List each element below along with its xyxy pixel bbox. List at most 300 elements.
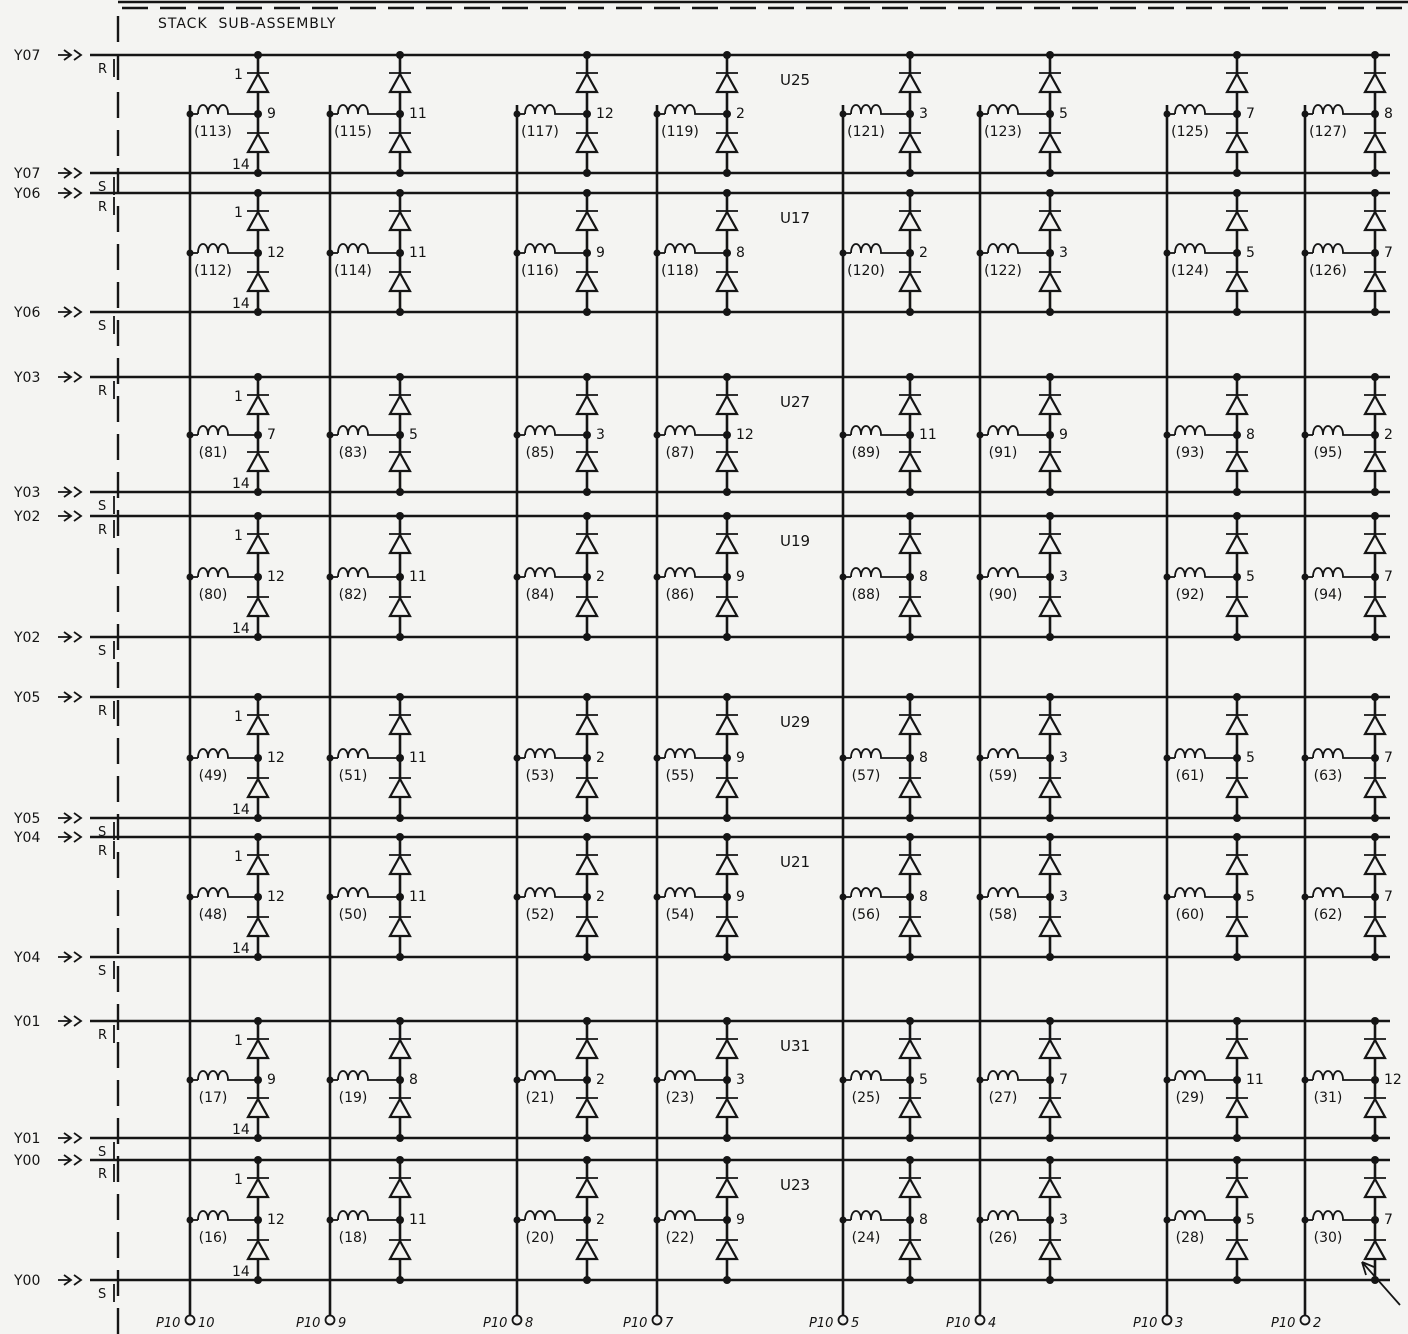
line-signal-label: Y07 xyxy=(14,48,41,64)
junction-dot xyxy=(840,755,847,762)
junction-dot xyxy=(254,1017,262,1025)
junction-dot xyxy=(654,432,661,439)
tap-pin-label: 9 xyxy=(736,569,745,585)
junction-dot xyxy=(977,250,984,257)
bottom-pin-label: 14 xyxy=(232,1122,250,1138)
column-pin-number: 5 xyxy=(851,1316,860,1331)
junction-dot xyxy=(396,169,404,177)
junction-dot xyxy=(1046,1156,1054,1164)
junction-dot xyxy=(1233,633,1241,641)
junction-dot xyxy=(1233,189,1241,197)
tap-pin-label: 3 xyxy=(1059,750,1068,766)
junction-dot xyxy=(583,633,591,641)
line-marker-label: S xyxy=(98,964,107,979)
column-pin-label: P10 xyxy=(483,1316,508,1331)
tap-pin-label: 9 xyxy=(267,1072,276,1088)
tap-pin-label: 8 xyxy=(919,1212,928,1228)
bottom-pin-label: 14 xyxy=(232,296,250,312)
core-label: (83) xyxy=(338,445,368,461)
junction-dot xyxy=(723,633,731,641)
core-label: (87) xyxy=(665,445,695,461)
tap-pin-label: 12 xyxy=(267,889,285,905)
tap-pin-label: 11 xyxy=(409,245,427,261)
junction-dot xyxy=(723,953,731,961)
tap-pin-label: 3 xyxy=(1059,245,1068,261)
junction-dot xyxy=(723,1017,731,1025)
junction-dot xyxy=(396,1017,404,1025)
tap-pin-label: 8 xyxy=(1384,106,1393,122)
junction-dot xyxy=(723,814,731,822)
junction-dot xyxy=(396,814,404,822)
block-label: U31 xyxy=(780,1037,811,1055)
junction-dot xyxy=(327,111,334,118)
junction-dot xyxy=(840,574,847,581)
core-label: (62) xyxy=(1313,907,1343,923)
junction-dot xyxy=(654,894,661,901)
top-pin-label: 1 xyxy=(234,1172,243,1188)
core-label: (123) xyxy=(984,124,1022,140)
junction-dot xyxy=(1371,833,1379,841)
tap-pin-label: 5 xyxy=(1246,245,1255,261)
core-label: (23) xyxy=(665,1090,695,1106)
tap-pin-label: 12 xyxy=(1384,1072,1402,1088)
column-terminal xyxy=(186,1316,195,1325)
junction-dot xyxy=(396,512,404,520)
junction-dot xyxy=(1046,1134,1054,1142)
junction-dot xyxy=(1046,1017,1054,1025)
tap-pin-label: 11 xyxy=(409,106,427,122)
junction-dot xyxy=(396,1276,404,1284)
core-label: (31) xyxy=(1313,1090,1343,1106)
junction-dot xyxy=(1371,51,1379,59)
junction-dot xyxy=(723,1276,731,1284)
junction-dot xyxy=(187,574,194,581)
line-signal-label: Y05 xyxy=(14,690,41,706)
junction-dot xyxy=(723,51,731,59)
core-label: (119) xyxy=(661,124,699,140)
tap-pin-label: 2 xyxy=(596,1072,605,1088)
core-label: (16) xyxy=(198,1230,228,1246)
junction-dot xyxy=(906,814,914,822)
junction-dot xyxy=(396,693,404,701)
junction-dot xyxy=(1164,755,1171,762)
tap-pin-label: 3 xyxy=(1059,569,1068,585)
line-marker-label: S xyxy=(98,319,107,334)
line-marker-label: S xyxy=(98,1287,107,1302)
tap-pin-label: 2 xyxy=(596,569,605,585)
tap-pin-label: 8 xyxy=(736,245,745,261)
junction-dot xyxy=(514,1217,521,1224)
line-marker-label: R xyxy=(98,1167,108,1182)
core-label: (60) xyxy=(1175,907,1205,923)
column-pin-label: P10 xyxy=(809,1316,834,1331)
junction-dot xyxy=(583,308,591,316)
junction-dot xyxy=(977,755,984,762)
line-marker-label: R xyxy=(98,844,108,859)
tap-pin-label: 7 xyxy=(1384,750,1393,766)
core-label: (27) xyxy=(988,1090,1018,1106)
junction-dot xyxy=(1371,308,1379,316)
column-pin-label: P10 xyxy=(623,1316,648,1331)
block-label: U21 xyxy=(780,853,811,871)
tap-pin-label: 3 xyxy=(1059,889,1068,905)
core-label: (55) xyxy=(665,768,695,784)
column-terminal xyxy=(513,1316,522,1325)
junction-dot xyxy=(583,1276,591,1284)
junction-dot xyxy=(723,833,731,841)
core-label: (84) xyxy=(525,587,555,603)
junction-dot xyxy=(1371,488,1379,496)
junction-dot xyxy=(654,755,661,762)
junction-dot xyxy=(583,373,591,381)
core-label: (115) xyxy=(334,124,372,140)
junction-dot xyxy=(254,512,262,520)
tap-pin-label: 8 xyxy=(409,1072,418,1088)
line-marker-label: R xyxy=(98,704,108,719)
junction-dot xyxy=(254,814,262,822)
tap-pin-label: 11 xyxy=(409,1212,427,1228)
junction-dot xyxy=(254,1156,262,1164)
junction-dot xyxy=(1164,432,1171,439)
junction-dot xyxy=(514,894,521,901)
junction-dot xyxy=(906,373,914,381)
junction-dot xyxy=(906,488,914,496)
junction-dot xyxy=(977,894,984,901)
core-label: (124) xyxy=(1171,263,1209,279)
core-label: (114) xyxy=(334,263,372,279)
tap-pin-label: 3 xyxy=(1059,1212,1068,1228)
core-label: (29) xyxy=(1175,1090,1205,1106)
junction-dot xyxy=(583,833,591,841)
bottom-pin-label: 14 xyxy=(232,802,250,818)
core-label: (49) xyxy=(198,768,228,784)
junction-dot xyxy=(1164,1077,1171,1084)
junction-dot xyxy=(396,308,404,316)
junction-dot xyxy=(1046,51,1054,59)
core-label: (92) xyxy=(1175,587,1205,603)
column-pin-number: 4 xyxy=(988,1316,997,1331)
junction-dot xyxy=(514,1077,521,1084)
junction-dot xyxy=(906,953,914,961)
junction-dot xyxy=(1371,189,1379,197)
tap-pin-label: 5 xyxy=(1059,106,1068,122)
junction-dot xyxy=(187,1217,194,1224)
core-label: (82) xyxy=(338,587,368,603)
junction-dot xyxy=(723,512,731,520)
line-signal-label: Y00 xyxy=(14,1153,41,1169)
column-pin-label: P10 xyxy=(1133,1316,1158,1331)
tap-pin-label: 9 xyxy=(736,1212,745,1228)
junction-dot xyxy=(514,111,521,118)
junction-dot xyxy=(1046,488,1054,496)
junction-dot xyxy=(254,833,262,841)
junction-dot xyxy=(583,693,591,701)
junction-dot xyxy=(1046,308,1054,316)
core-label: (56) xyxy=(851,907,881,923)
tap-pin-label: 8 xyxy=(919,750,928,766)
junction-dot xyxy=(1371,1134,1379,1142)
core-label: (81) xyxy=(198,445,228,461)
core-label: (93) xyxy=(1175,445,1205,461)
junction-dot xyxy=(906,308,914,316)
junction-dot xyxy=(1233,488,1241,496)
top-pin-label: 1 xyxy=(234,67,243,83)
core-label: (54) xyxy=(665,907,695,923)
junction-dot xyxy=(583,189,591,197)
junction-dot xyxy=(723,189,731,197)
junction-dot xyxy=(977,111,984,118)
line-marker-label: S xyxy=(98,1145,107,1160)
tap-pin-label: 7 xyxy=(1384,889,1393,905)
junction-dot xyxy=(1046,693,1054,701)
tap-pin-label: 11 xyxy=(409,569,427,585)
line-signal-label: Y01 xyxy=(14,1014,41,1030)
column-pin-number: 10 xyxy=(198,1316,215,1331)
line-signal-label: Y06 xyxy=(14,186,41,202)
junction-dot xyxy=(977,1077,984,1084)
junction-dot xyxy=(254,488,262,496)
tap-pin-label: 11 xyxy=(919,427,937,443)
block-label: U19 xyxy=(780,532,811,550)
core-label: (18) xyxy=(338,1230,368,1246)
junction-dot xyxy=(1302,1077,1309,1084)
core-label: (25) xyxy=(851,1090,881,1106)
tap-pin-label: 5 xyxy=(1246,1212,1255,1228)
junction-dot xyxy=(906,169,914,177)
core-label: (122) xyxy=(984,263,1022,279)
junction-dot xyxy=(254,189,262,197)
tap-pin-label: 11 xyxy=(409,889,427,905)
junction-dot xyxy=(723,1156,731,1164)
tap-pin-label: 8 xyxy=(919,889,928,905)
junction-dot xyxy=(396,189,404,197)
junction-dot xyxy=(906,1017,914,1025)
junction-dot xyxy=(1371,953,1379,961)
core-label: (52) xyxy=(525,907,555,923)
tap-pin-label: 5 xyxy=(1246,569,1255,585)
line-marker-label: S xyxy=(98,644,107,659)
tap-pin-label: 5 xyxy=(1246,750,1255,766)
junction-dot xyxy=(1233,373,1241,381)
junction-dot xyxy=(396,488,404,496)
line-signal-label: Y01 xyxy=(14,1131,41,1147)
junction-dot xyxy=(1371,693,1379,701)
core-label: (26) xyxy=(988,1230,1018,1246)
core-label: (94) xyxy=(1313,587,1343,603)
junction-dot xyxy=(654,1077,661,1084)
line-signal-label: Y04 xyxy=(14,950,41,966)
junction-dot xyxy=(187,894,194,901)
junction-dot xyxy=(327,574,334,581)
column-terminal xyxy=(839,1316,848,1325)
junction-dot xyxy=(327,1217,334,1224)
junction-dot xyxy=(583,512,591,520)
tap-pin-label: 12 xyxy=(267,1212,285,1228)
junction-dot xyxy=(327,432,334,439)
junction-dot xyxy=(1046,1276,1054,1284)
junction-dot xyxy=(654,111,661,118)
junction-dot xyxy=(1371,814,1379,822)
tap-pin-label: 9 xyxy=(1059,427,1068,443)
tap-pin-label: 7 xyxy=(1246,106,1255,122)
junction-dot xyxy=(1233,1276,1241,1284)
bottom-pin-label: 14 xyxy=(232,476,250,492)
column-pin-label: P10 xyxy=(156,1316,181,1331)
core-label: (59) xyxy=(988,768,1018,784)
junction-dot xyxy=(514,432,521,439)
junction-dot xyxy=(396,1134,404,1142)
tap-pin-label: 7 xyxy=(1384,245,1393,261)
junction-dot xyxy=(187,755,194,762)
column-terminal xyxy=(326,1316,335,1325)
junction-dot xyxy=(723,373,731,381)
junction-dot xyxy=(1164,250,1171,257)
line-signal-label: Y02 xyxy=(14,630,41,646)
top-pin-label: 1 xyxy=(234,528,243,544)
line-marker-label: S xyxy=(98,499,107,514)
junction-dot xyxy=(1302,432,1309,439)
column-terminal xyxy=(976,1316,985,1325)
junction-dot xyxy=(1302,574,1309,581)
top-pin-label: 1 xyxy=(234,1033,243,1049)
junction-dot xyxy=(1046,814,1054,822)
tap-pin-label: 9 xyxy=(267,106,276,122)
junction-dot xyxy=(254,693,262,701)
column-pin-number: 8 xyxy=(525,1316,534,1331)
junction-dot xyxy=(1233,169,1241,177)
junction-dot xyxy=(327,1077,334,1084)
tap-pin-label: 9 xyxy=(736,889,745,905)
core-label: (57) xyxy=(851,768,881,784)
junction-dot xyxy=(1302,1217,1309,1224)
junction-dot xyxy=(1164,574,1171,581)
junction-dot xyxy=(1371,1017,1379,1025)
junction-dot xyxy=(583,169,591,177)
tap-pin-label: 2 xyxy=(596,889,605,905)
bottom-pin-label: 14 xyxy=(232,1264,250,1280)
tap-pin-label: 12 xyxy=(267,569,285,585)
column-pin-number: 3 xyxy=(1175,1316,1184,1331)
top-pin-label: 1 xyxy=(234,389,243,405)
tap-pin-label: 7 xyxy=(1384,569,1393,585)
junction-dot xyxy=(977,574,984,581)
core-label: (88) xyxy=(851,587,881,603)
line-signal-label: Y05 xyxy=(14,811,41,827)
tap-pin-label: 7 xyxy=(1059,1072,1068,1088)
line-marker-label: R xyxy=(98,62,108,77)
junction-dot xyxy=(1164,111,1171,118)
core-label: (17) xyxy=(198,1090,228,1106)
junction-dot xyxy=(906,1134,914,1142)
core-label: (63) xyxy=(1313,768,1343,784)
junction-dot xyxy=(396,373,404,381)
core-label: (61) xyxy=(1175,768,1205,784)
column-pin-number: 9 xyxy=(338,1316,347,1331)
junction-dot xyxy=(1371,512,1379,520)
junction-dot xyxy=(327,755,334,762)
junction-dot xyxy=(254,373,262,381)
junction-dot xyxy=(654,574,661,581)
core-label: (50) xyxy=(338,907,368,923)
junction-dot xyxy=(1046,833,1054,841)
junction-dot xyxy=(254,1134,262,1142)
block-label: U25 xyxy=(780,71,811,89)
tap-pin-label: 5 xyxy=(919,1072,928,1088)
line-signal-label: Y03 xyxy=(14,485,41,501)
column-pin-label: P10 xyxy=(946,1316,971,1331)
junction-dot xyxy=(1233,1017,1241,1025)
junction-dot xyxy=(906,693,914,701)
tap-pin-label: 11 xyxy=(409,750,427,766)
junction-dot xyxy=(654,1217,661,1224)
tap-pin-label: 3 xyxy=(596,427,605,443)
column-pin-number: 7 xyxy=(665,1316,674,1331)
junction-dot xyxy=(1046,953,1054,961)
core-label: (120) xyxy=(847,263,885,279)
junction-dot xyxy=(396,833,404,841)
column-pin-label: P10 xyxy=(1271,1316,1296,1331)
tap-pin-label: 3 xyxy=(736,1072,745,1088)
junction-dot xyxy=(906,833,914,841)
line-signal-label: Y03 xyxy=(14,370,41,386)
junction-dot xyxy=(840,111,847,118)
bottom-pin-label: 14 xyxy=(232,621,250,637)
core-label: (118) xyxy=(661,263,699,279)
junction-dot xyxy=(840,250,847,257)
junction-dot xyxy=(906,189,914,197)
junction-dot xyxy=(1302,250,1309,257)
tap-pin-label: 12 xyxy=(596,106,614,122)
junction-dot xyxy=(1046,512,1054,520)
junction-dot xyxy=(187,432,194,439)
junction-dot xyxy=(977,1217,984,1224)
core-label: (80) xyxy=(198,587,228,603)
junction-dot xyxy=(396,1156,404,1164)
junction-dot xyxy=(1046,373,1054,381)
core-label: (22) xyxy=(665,1230,695,1246)
core-label: (121) xyxy=(847,124,885,140)
junction-dot xyxy=(396,633,404,641)
core-label: (30) xyxy=(1313,1230,1343,1246)
core-label: (112) xyxy=(194,263,232,279)
junction-dot xyxy=(906,1276,914,1284)
junction-dot xyxy=(654,250,661,257)
core-label: (127) xyxy=(1309,124,1347,140)
tap-pin-label: 3 xyxy=(919,106,928,122)
junction-dot xyxy=(1233,51,1241,59)
junction-dot xyxy=(1371,373,1379,381)
junction-dot xyxy=(1233,1156,1241,1164)
tap-pin-label: 2 xyxy=(919,245,928,261)
junction-dot xyxy=(723,169,731,177)
line-marker-label: S xyxy=(98,825,107,840)
junction-dot xyxy=(583,1156,591,1164)
junction-dot xyxy=(906,51,914,59)
junction-dot xyxy=(840,1217,847,1224)
column-pin-number: 2 xyxy=(1313,1316,1322,1331)
junction-dot xyxy=(514,574,521,581)
junction-dot xyxy=(1046,189,1054,197)
junction-dot xyxy=(254,169,262,177)
tap-pin-label: 11 xyxy=(1246,1072,1264,1088)
tap-pin-label: 9 xyxy=(596,245,605,261)
junction-dot xyxy=(583,1134,591,1142)
core-label: (19) xyxy=(338,1090,368,1106)
tap-pin-label: 2 xyxy=(736,106,745,122)
tap-pin-label: 8 xyxy=(1246,427,1255,443)
junction-dot xyxy=(254,308,262,316)
core-label: (20) xyxy=(525,1230,555,1246)
